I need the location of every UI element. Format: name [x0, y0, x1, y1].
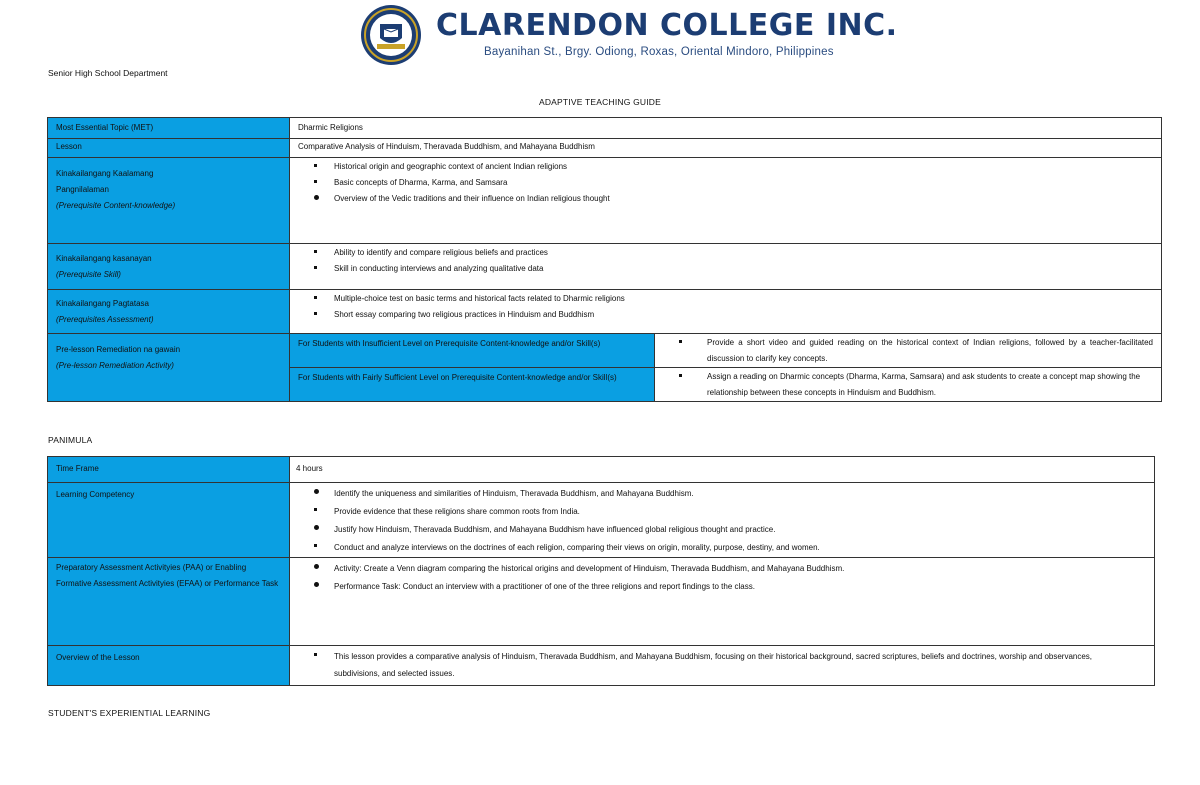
- list-item: Identify the uniqueness and similarities of Hinduism, Theravada Buddhism, and Mahayana Buddhism.: [290, 485, 1154, 503]
- met-label-cell: [48, 118, 290, 139]
- competency-label: Learning Competency: [56, 490, 135, 499]
- lesson-label-cell: [48, 139, 290, 158]
- lesson-label: Lesson: [56, 142, 82, 151]
- time-label-cell: [48, 457, 290, 483]
- met-value-cell: [290, 118, 1162, 139]
- met-label: Most Essential Topic (MET): [56, 123, 154, 132]
- fair-label: For Students with Fairly Sufficient Level on Prerequisite Content-knowledge and/or Skill(s): [298, 373, 617, 382]
- college-name: CLARENDON COLLEGE INC.: [436, 8, 898, 43]
- fair-label-cell: [290, 368, 655, 402]
- time-value: 4 hours: [296, 464, 323, 473]
- lesson-value-cell: [290, 139, 1162, 158]
- list-item: Assign a reading on Dharmic concepts (Dharma, Karma, Samsara) and ask students to create a concept map showing the relationship between these concepts in Hinduism and Buddhism.: [655, 369, 1153, 401]
- paa-label: Preparatory Assessment Activityies (PAA) or Enabling Formative Assessment Activityies (EFAA) or Performance Task: [56, 563, 279, 588]
- insufficient-label: For Students with Insufficient Level on Prerequisite Content-knowledge and/or Skill(s): [298, 339, 601, 348]
- panimula-table: [47, 456, 1155, 686]
- list-item: Basic concepts of Dharma, Karma, and Samsara: [290, 175, 1161, 191]
- panimula-label: PANIMULA: [48, 435, 93, 445]
- time-value-cell: [290, 457, 1155, 483]
- skill-label-cell: [48, 244, 290, 290]
- knowledge-label: Kinakailangang Kaalamang Pangnilalaman: [56, 169, 154, 194]
- list-item: Justify how Hinduism, Theravada Buddhism, and Mahayana Buddhism have influenced global religious thought and practice.: [290, 521, 1154, 539]
- list-item: Overview of the Vedic traditions and their influence on Indian religious thought: [290, 191, 1161, 207]
- overview-item-cell: [290, 646, 1155, 686]
- knowledge-sublabel: (Prerequisite Content-knowledge): [56, 201, 176, 210]
- insufficient-label-cell: [290, 334, 655, 368]
- department-label: Senior High School Department: [48, 68, 168, 78]
- time-label: Time Frame: [56, 464, 99, 473]
- insufficient-item-cell: [655, 334, 1162, 368]
- experiential-label: STUDENT'S EXPERIENTIAL LEARNING: [48, 708, 211, 718]
- knowledge-items-cell: [290, 158, 1162, 244]
- met-value: Dharmic Religions: [298, 123, 363, 132]
- college-address: Bayanihan St., Brgy. Odiong, Roxas, Oriental Mindoro, Philippines: [484, 46, 834, 58]
- skill-items-cell: [290, 244, 1162, 290]
- paa-label-cell: [48, 558, 290, 646]
- list-item: Performance Task: Conduct an interview with a practitioner of one of the three religions and report findings to the class.: [290, 578, 1154, 596]
- list-item: Provide evidence that these religions share common roots from India.: [290, 503, 1154, 521]
- remediation-label-cell: [48, 334, 290, 402]
- list-item: Historical origin and geographic context of ancient Indian religions: [290, 159, 1161, 175]
- assessment-items-cell: [290, 290, 1162, 334]
- list-item: Provide a short video and guided reading on the historical context of Indian religions, followed by a teacher-facilitated discussion to clarify key concepts.: [655, 335, 1153, 367]
- assessment-label: Kinakailangang Pagtatasa: [56, 299, 149, 308]
- list-item: Activity: Create a Venn diagram comparing the historical origins and development of Hinduism, Theravada Buddhism, and Mahayana Buddhism.: [290, 560, 1154, 578]
- knowledge-label-cell: [48, 158, 290, 244]
- list-item: This lesson provides a comparative analysis of Hinduism, Theravada Buddhism, and Mahayana Buddhism, focusing on their historical background, sacred scriptures, beliefs and doctrines, worship and observances, subdivisions, and selected issues.: [290, 648, 1134, 682]
- fair-item-cell: [655, 368, 1162, 402]
- list-item: Skill in conducting interviews and analyzing qualitative data: [290, 261, 1161, 277]
- remediation-label: Pre-lesson Remediation na gawain: [56, 345, 181, 354]
- competency-items-cell: [290, 483, 1155, 558]
- competency-label-cell: [48, 483, 290, 558]
- list-item: Multiple-choice test on basic terms and historical facts related to Dharmic religions: [290, 291, 1161, 307]
- list-item: Short essay comparing two religious practices in Hinduism and Buddhism: [290, 307, 1161, 323]
- college-header: [356, 2, 916, 70]
- overview-label-cell: [48, 646, 290, 686]
- assessment-sublabel: (Prerequisites Assessment): [56, 315, 154, 324]
- overview-label: Overview of the Lesson: [56, 653, 140, 662]
- college-seal-icon: [360, 4, 422, 66]
- assessment-label-cell: [48, 290, 290, 334]
- remediation-sublabel: (Pre-lesson Remediation Activity): [56, 361, 174, 370]
- guide-title: ADAPTIVE TEACHING GUIDE: [538, 97, 662, 107]
- skill-label: Kinakailangang kasanayan: [56, 254, 152, 263]
- lesson-value: Comparative Analysis of Hinduism, Theravada Buddhism, and Mahayana Buddhism: [298, 142, 595, 151]
- list-item: Ability to identify and compare religious beliefs and practices: [290, 245, 1161, 261]
- skill-sublabel: (Prerequisite Skill): [56, 270, 121, 279]
- prerequisite-table: [47, 117, 1162, 402]
- paa-items-cell: [290, 558, 1155, 646]
- list-item: Conduct and analyze interviews on the doctrines of each religion, comparing their views on origin, morality, purpose, destiny, and women.: [290, 539, 1154, 557]
